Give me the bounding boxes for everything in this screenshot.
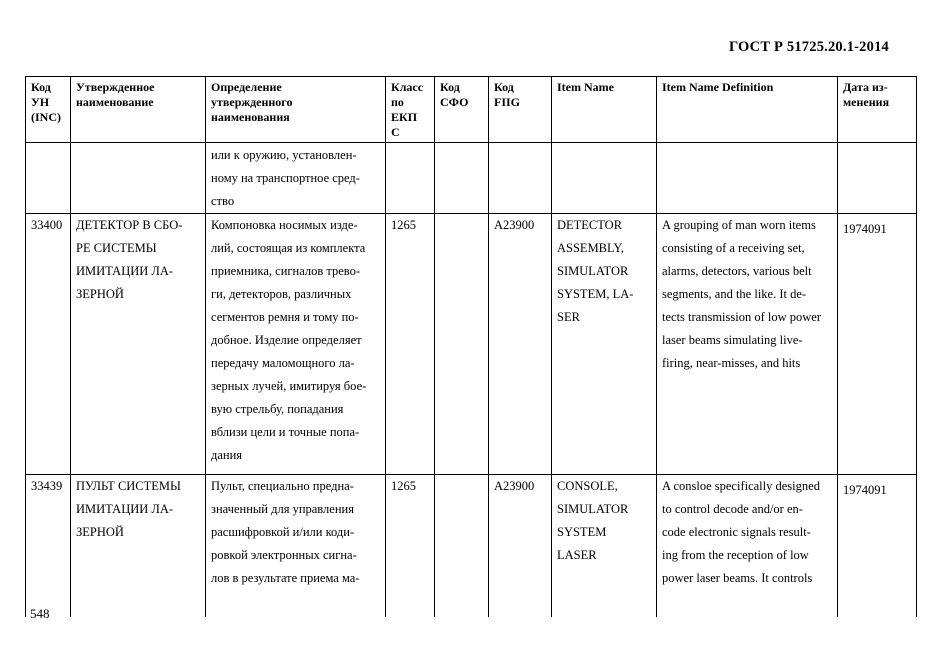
cell-class [386,143,435,214]
header-ekps-class: Класс по ЕКП С [386,77,435,143]
cell-code: 33439 [26,475,71,618]
header-name-definition: Определение утвержденного наименования [206,77,386,143]
cell-name: ДЕТЕКТОР В СБО- РЕ СИСТЕМЫ ИМИТАЦИИ ЛА- ЗЕРНОЙ [71,214,206,475]
cell-definition: Пульт, специально предна- значенный для управления расшифровкой и/или коди- ровкой электронных сигна- лов в результате приема ма- [206,475,386,618]
cell-item-name [552,143,657,214]
cell-sfo [435,143,489,214]
header-item-name: Item Name [552,77,657,143]
cell-sfo [435,475,489,618]
cell-fiig: A23900 [489,214,552,475]
cell-definition: или к оружию, установлен- ному на транспортное сред- ство [206,143,386,214]
table-row [26,475,917,618]
cell-sfo [435,214,489,475]
cell-item-name: DETECTOR ASSEMBLY, SIMULATOR SYSTEM, LA- SER [552,214,657,475]
cell-name: ПУЛЬТ СИСТЕМЫ ИМИТАЦИИ ЛА- ЗЕРНОЙ [71,475,206,618]
table-header-row [26,77,917,143]
cell-date [838,143,917,214]
cell-name [71,143,206,214]
cell-fiig: A23900 [489,475,552,618]
table-row-continuation [26,143,917,214]
document-code: ГОСТ Р 51725.20.1-2014 [728,39,889,55]
cell-fiig [489,143,552,214]
cell-class: 1265 [386,214,435,475]
page-number: 548 [30,606,50,621]
cell-item-definition: A consloe specifically designed to control decode and/or en- code electronic signals result- ing from the reception of low power laser beams. It controls [657,475,838,618]
header-change-date: Дата из- менения [838,77,917,143]
cell-item-definition: A grouping of man worn items consisting of a receiving set, alarms, detectors, various belt segments, and the like. It de- tects transmission of low power laser beams simulating live- firing, near-misses, and hits [657,214,838,475]
cell-code [26,143,71,214]
cell-code: 33400 [26,214,71,475]
table-row [26,214,917,475]
header-sfo-code: Код СФО [435,77,489,143]
cell-definition: Компоновка носимых изде- лий, состоящая из комплекта приемника, сигналов трево- ги, детекторов, различных сегментов ремня и тому по- добное. Изделие определяет передачу маломощного ла- зерных лучей, имитируя бое- вую стрельбу, попадания вблизи цели и точные попа- дания [206,214,386,475]
cell-class: 1265 [386,475,435,618]
header-inc-code: Код УН (INC) [26,77,71,143]
classification-table [25,76,917,617]
cell-item-definition [657,143,838,214]
header-fiig-code: Код FIIG [489,77,552,143]
cell-date: 1974091 [838,214,917,475]
cell-date: 1974091 [838,475,917,618]
header-approved-name: Утвержденное наименование [71,77,206,143]
header-item-name-definition: Item Name Definition [657,77,838,143]
cell-item-name: CONSOLE, SIMULATOR SYSTEM LASER [552,475,657,618]
